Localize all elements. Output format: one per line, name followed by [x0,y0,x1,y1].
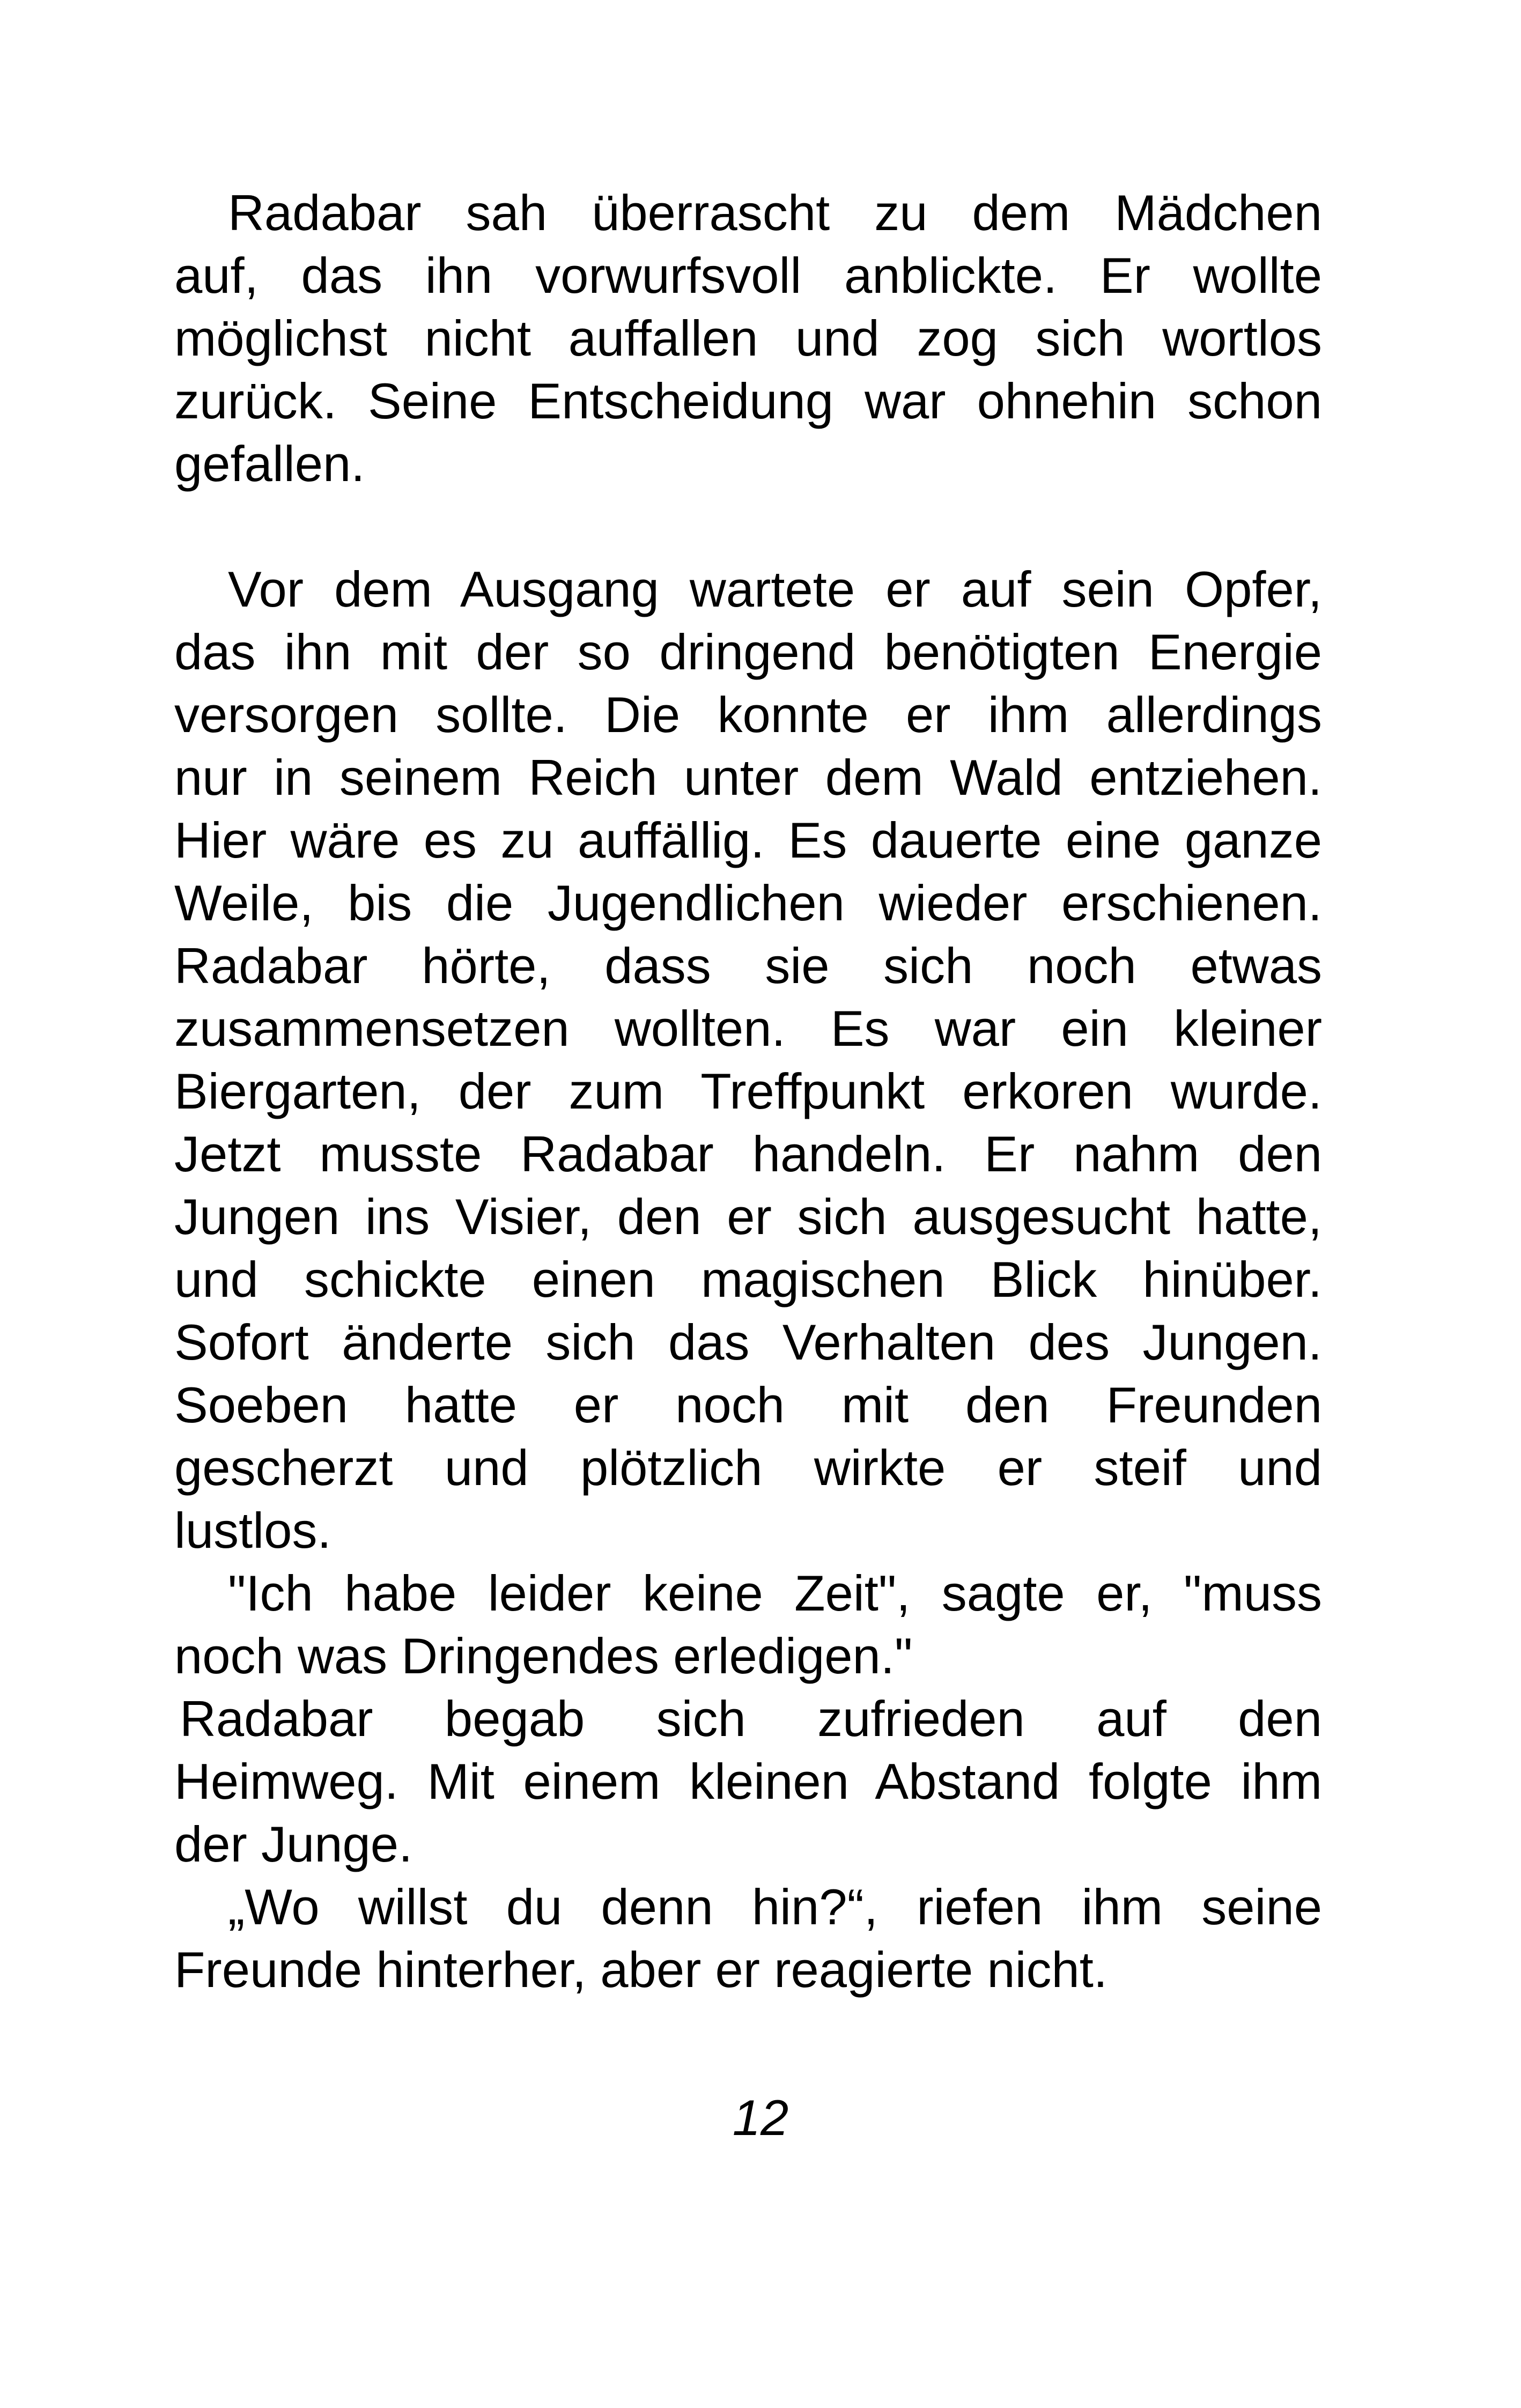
text-line: "Ich habe leider keine Zeit", sagte er, "muss [228,1565,1322,1621]
text-line: und schickte einen magischen Blick hinüber. [174,1251,1322,1308]
paragraph-5 [174,1875,1322,2001]
text-line: der Junge. [174,1816,413,1872]
text-line: versorgen sollte. Die konnte er ihm allerdings [174,686,1322,743]
text-line: nur in seinem Reich unter dem Wald entziehen. [174,749,1322,806]
paragraph-1 [174,181,1322,495]
text-line: lustlos. [174,1502,331,1558]
page-number: 12 [732,2089,789,2146]
paragraph-gap [174,495,1322,558]
paragraph-2 [174,558,1322,1562]
text-line: Vor dem Ausgang wartete er auf sein Opfer, [228,561,1322,617]
text-line: „Wo willst du denn hin?“, riefen ihm seine [228,1879,1322,1935]
text-line: Hier wäre es zu auffällig. Es dauerte eine ganze [174,812,1322,868]
text-line: zurück. Seine Entscheidung war ohnehin schon [174,373,1322,429]
text-line: Biergarten, der zum Treffpunkt erkoren wurde. [174,1063,1322,1119]
body-text [174,181,1322,2001]
text-line: gefallen. [174,435,365,492]
text-line: Weile, bis die Jugendlichen wieder erschienen. [174,875,1322,931]
text-line: Radabar begab sich zufrieden auf den [180,1690,1322,1747]
text-line: Sofort änderte sich das Verhalten des Jungen. [174,1314,1322,1370]
text-line: Jungen ins Visier, den er sich ausgesucht hatte, [174,1188,1322,1245]
text-line: zusammensetzen wollten. Es war ein kleiner [174,1000,1322,1057]
text-line: möglichst nicht auffallen und zog sich wortlos [174,310,1322,366]
text-line: gescherzt und plötzlich wirkte er steif und [174,1439,1322,1496]
text-line: Soeben hatte er noch mit den Freunden [174,1377,1322,1433]
text-line: auf, das ihn vorwurfsvoll anblickte. Er wollte [174,247,1322,304]
text-line: Heimweg. Mit einem kleinen Abstand folgte ihm [174,1753,1322,1809]
text-line: Freunde hinterher, aber er reagierte nicht. [174,1941,1108,1998]
paragraph-4 [174,1687,1322,1875]
text-line: das ihn mit der so dringend benötigten Energie [174,624,1322,680]
text-line: Radabar sah überrascht zu dem Mädchen [228,184,1322,241]
text-line: Radabar hörte, dass sie sich noch etwas [174,937,1322,994]
text-line: Jetzt musste Radabar handeln. Er nahm den [174,1126,1322,1182]
text-line: noch was Dringendes erledigen." [174,1628,913,1684]
paragraph-3 [174,1562,1322,1687]
